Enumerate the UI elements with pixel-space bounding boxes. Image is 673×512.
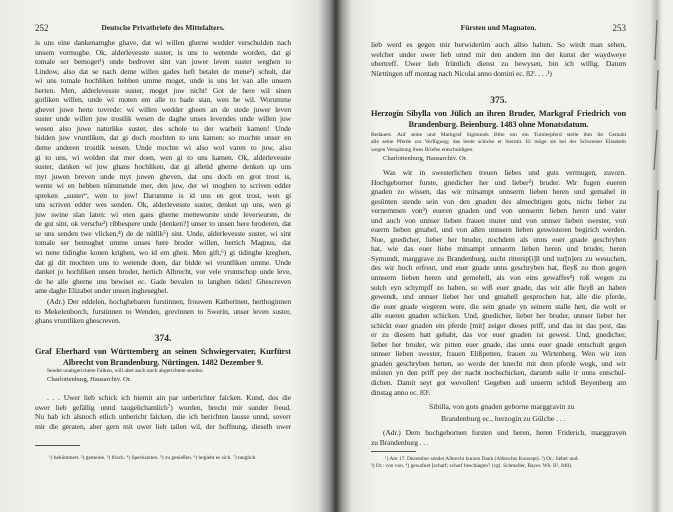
text-line: ame daghe Elizabet under unsen ingheseghel. — [35, 286, 169, 296]
text-line: zu Brandenburg . . . — [371, 437, 429, 447]
text-line: ghevet juwe herte tovrede: wi willen wedder gheen an de stede juwer leven — [35, 104, 291, 114]
letter-375-body — [371, 168, 626, 397]
running-head: Fürsten und Magnaten. — [460, 23, 537, 32]
text-line: gnaden zo wissen, das wir mitsampt unnserm lieben heren und gemahel in — [371, 187, 626, 197]
text-line: suster unde willen juw trostlik wesen de daghe unses levendes unde willen juw — [35, 114, 291, 124]
page-number: 253 — [612, 23, 626, 33]
text-line: wi uns tomale hochliken hebben umme moget, unde is uns let van alle unsem — [35, 76, 291, 86]
text-line: suster, danken wi juw ghans hochliken, dat gi alletid gherne denken up uns — [35, 162, 291, 172]
letter-374-conclusion — [371, 40, 626, 78]
letter-374-body — [35, 393, 291, 431]
text-line: se uns senden twe vlicken,⁴) de de nütlik⁵) sint. Unde, alderlevesste suster, wi sint — [35, 228, 291, 238]
text-line: und auch von unnser lieben frauen muter und von unnser lieben swester, von — [371, 215, 626, 225]
text-line: mir die geraten, aber gern mit uwer lieb tailen wil, der hoffnung, dieselb uwer — [35, 421, 291, 431]
running-head: Deutsche Privatbriefe des Mittelalters. — [101, 23, 225, 32]
text-line: Was wir in swesterlichen treuen liebes und guts vermugen, zuvorn. — [383, 168, 626, 177]
page-header — [371, 23, 626, 33]
text-line: Nue, gnedicher, lieber her bruder, nochdem als unns euer gnade geschryben — [371, 234, 626, 244]
letter-title-line-1: Herzogin Sibylla von Jülich an ihren Bruder, Markgraf Friedrich von — [371, 109, 626, 118]
text-line: solch eyn schympff zo haben, so wiß euer gnade, das wir alle fleyß an haben — [371, 282, 626, 292]
letter-374-heading — [35, 334, 291, 384]
text-line: myt juwen breven unde myt juwen gheven, dat uns doch en grot trost is, — [35, 171, 291, 181]
text-line: Bedauert. Auf seine und Markgraf Sigmunds Bitte um ein Turnierpferd stelle ihm ihr Gemahl — [371, 132, 626, 138]
letter-number: 374. — [154, 334, 172, 344]
text-line: to Mekelenborch, furstinnen to Wenden, grevinnen to Swerin, unser leven suster, — [35, 306, 291, 316]
signature — [429, 401, 575, 425]
text-line: dat gi dit mochten uns to wetende doen, dar bidde wi vruntliken umme. Unde — [35, 257, 291, 267]
text-line: . . . Uwer lieb schick ich hiemit ain par unberichter falcken. Kund, dos die — [47, 393, 291, 402]
text-line: gi to uns, wi wolden dat mer doen, wen gi to uns kamen. Ok, alderlevesste — [35, 152, 291, 162]
text-line: die euer gnade wegeren were, die sein gnade yn seinem stalle hett, die wolt er — [371, 301, 626, 311]
text-line: des wir hoch erfreut, und euer gnade unns geschryben hat, fleyß zo thon gegen — [371, 263, 626, 273]
text-line: Nu hab ich alsnoch etlich unbericht falcken, die ich berichten lausse unnd, soverr — [35, 412, 291, 422]
text-line: Nürttingen uff montag nach Nicolai anno domini ec. 82ᵗ. . . .¹) — [371, 68, 552, 78]
text-line: euerm lieben gmahel, und von allen unnsern lieben geswisteren begirich werden. — [371, 225, 626, 235]
footnote-rule — [371, 451, 416, 452]
footnote-line-1: ¹) Am 17. Dezember sendet Albrecht kurzen Dank (Albrechts Konzept). ²) Or.: lieber und. — [385, 456, 579, 462]
text-line: welcher under uwer lieb unnd mir den andern inn der kunst der waydweye — [371, 49, 626, 59]
text-line: ubertreff. Uwer lieb früntlich dienst zu bewysen, bin ich willig. Datum — [371, 59, 626, 69]
text-line: is uns eine dankenamghe ghave, dat wi willen gherne wedder verschulden nach — [35, 38, 291, 47]
text-line: gesünten stende sein von den gnaden des almechtigen gots, nichs lieber zu — [371, 196, 626, 206]
text-line: tomale ser bemoget¹) unde bedrovet sint van juwer leven suster weghen to — [35, 57, 291, 67]
text-line: unsem vormoghe. Ok, alderlevesste suster, is uns to wetende worden, dat gi — [35, 47, 291, 57]
text-line: alle seine Pferde zur Verfügung; das beste schicke er hiermit. Er möge sie bei der Schwester Elisabeth — [371, 139, 626, 146]
text-line: ghans vruntliken ghescreven. — [35, 316, 121, 326]
text-line: de gut sint, ok versche³) ribbespere unde [denken?] unser to unsen here broderen, dat — [35, 219, 291, 229]
archive-reference: Charlottenburg, Hausarchiv. Or. — [383, 155, 468, 163]
margin-handwriting — [650, 0, 664, 512]
text-line: gewendt, und unnser lieber her und gmahell gesprochen hat, alle die pferde, — [371, 292, 626, 302]
text-line: dinstag anno ec. 83ᵗ. — [371, 387, 431, 397]
text-line: müsten yn den priff pey der nacht nochschicken, darumb sulle ir unns entschul- — [371, 368, 626, 378]
signature-line-2: Brandenburg ec., herzogin zu Gülche . . . — [441, 414, 566, 423]
footnotes — [371, 456, 626, 470]
letter-summary: Sendet unabgerichtete Falken, will aber auch noch abgerichtete senden. — [47, 368, 204, 374]
text-line: danket jo hochliken unsen broder, hertich Albrecht, vor vele vruntschop unde leve, — [35, 267, 291, 277]
text-line: spreken „suster“, wen to juw! Darumme is id uns en grot trost, wen gi — [35, 190, 291, 200]
letter-375-address — [371, 428, 626, 447]
text-line: dichen. Damit seyt got wevollen! Gegeben auß unserm schloß Beyenberg am — [371, 378, 626, 388]
text-line: er zu diesem hatt gehabt, das vor euer gnaden ist gewest. Und, gnedicher, — [371, 330, 626, 340]
page-number: 252 — [35, 23, 49, 33]
archive-reference: Charlottenburg, Hausarchiv. Or. — [47, 376, 132, 384]
text-line: vernemmen von³) eueren gnaden und von unnserm lieben heren und vater — [371, 206, 626, 216]
footnote-line-2: ³) Or.: von von. ⁴) gewafnet [scharf; scharf beschlagen? (vgl. Schmeller, Bayer. Wb. II², 840). — [371, 463, 573, 470]
text-line: wi nene tidinghe konen krighen, wo id em gheit. Men gift,⁶) gi tidinghe kreghen, — [35, 248, 291, 258]
page-header — [35, 23, 291, 33]
text-line: Hochgeborner furste, gnedicher her und lieber²) bruder. Wir fugen eueren — [371, 177, 626, 187]
text-line: wente wi en hebben nümmende mer, den juw, der wi moghen to scriven edder — [35, 181, 291, 191]
letter-title-line-2: Brandenburg. Beienburg. 1483 ohne Monatsdatum. — [408, 119, 589, 129]
footnote-rule — [35, 445, 80, 446]
text-line: uns scriven edder wes senden. Ok, alderlevesste suster, denket up uns, wen gi — [35, 200, 291, 210]
letter-375-heading — [371, 96, 626, 163]
text-line: herten. Men, alderlevesste suster, moget juw nicht! Got de here wil sinen — [35, 85, 291, 95]
text-line: uwer lieb gefällig unnd taugelichamlich⁷) wurden, brecht mir sunder freud. — [35, 402, 291, 412]
text-line: lieb werd es gegen mir herwiderüm auch allso halten. So wirdt man sehen, — [371, 40, 626, 49]
text-line: wegen Verspätung ihres Briefes entschuldigen. — [371, 146, 474, 153]
footnote-text: ¹) bekümmert. ²) gemeine. ³) frisch. ⁴) Speckseiten. ⁵) zu genießen. ⁶) begiebt es sich. ⁷) tauglich. — [49, 455, 257, 461]
letter-373-body — [35, 38, 291, 296]
letter-title-line-2: Albrecht von Brandenburg. Nürtingen. 1482 Dezember 9. — [62, 357, 264, 367]
text-line: schickt euer gnaden ein pferde [mit] zeiger dieses priff, und das ist das pest, das — [371, 320, 626, 330]
footnotes — [35, 455, 291, 462]
text-line: (Adr.) Der eddelen, hochghebaren furstinnen, frouwen Katherinen, herthoginnen — [47, 297, 291, 306]
signature-line-1: Sibilla, von gots gnaden geborne marggravin zu — [429, 402, 575, 411]
letter-summary — [371, 132, 626, 154]
text-line: de he alle gherne uns bewiset ec. Gade bevalen to langhen tiden! Ghescreven — [35, 276, 291, 286]
text-line: hat, wie das euer liebe mitsampt unnserm lieben heren und bruder, heren — [371, 244, 626, 254]
letter-373-address — [35, 297, 291, 326]
text-line: Lindow, also dat se nach deme willen gades heft betalet de mene²) schult, dar — [35, 66, 291, 76]
text-line: unnserm lieben heren und gemehell, als von eins gewaffes⁴) roß wegen zu — [371, 273, 626, 283]
text-line: wesen also juwe naturlike suster, des schole to der warheit kamen! Unde — [35, 123, 291, 133]
text-line: alle eueren gnaden schicken. Und, gnedicher, lieber her bruder, unnser lieber her — [371, 311, 626, 321]
text-line: deme anderen trostlik wesen. Unde mochte wi also wol varen to juw, also — [35, 143, 291, 153]
text-line: gotliken willen, unde wi moten em alle to bade stan, wen he wil. Worumme — [35, 95, 291, 105]
text-line: (Adr.) Dem hochgebornen fursten und heren, heren Friderich, marggraven — [383, 428, 626, 437]
text-line: unnser lieben swester, frauen Elißpetten, frauen zu Wirtenberg. Wen wir iren — [371, 349, 626, 359]
letter-title-line-1: Graf Eberhard von Württemberg an seinen Schwiegervater, Kurfürst — [35, 347, 291, 356]
text-line: Symundt, marggrave zu Brandenburg, sucht rittersp[i]ll und tur[n]ers zu wesuchen, — [371, 253, 626, 263]
letter-number: 375. — [490, 96, 507, 106]
text-line: lieber her bruder, wir pitten euer gnade, das unns euer gnade entschult gegen — [371, 339, 626, 349]
text-line: tomale ser bemoghet umme unses here broder willen, hertich Magnus, dat — [35, 238, 291, 248]
text-line: juw swine slan laten: wi eten gans gherne mettewurste unde leverwurste, de — [35, 209, 291, 219]
text-line: gnaden geschryben hetten, so werde der knecht mit dem pferde wegk, und wir — [371, 358, 626, 368]
text-line: bidden juw vruntliken, dat gi doch mochten to uns kamen: so mochte unser en — [35, 133, 291, 143]
